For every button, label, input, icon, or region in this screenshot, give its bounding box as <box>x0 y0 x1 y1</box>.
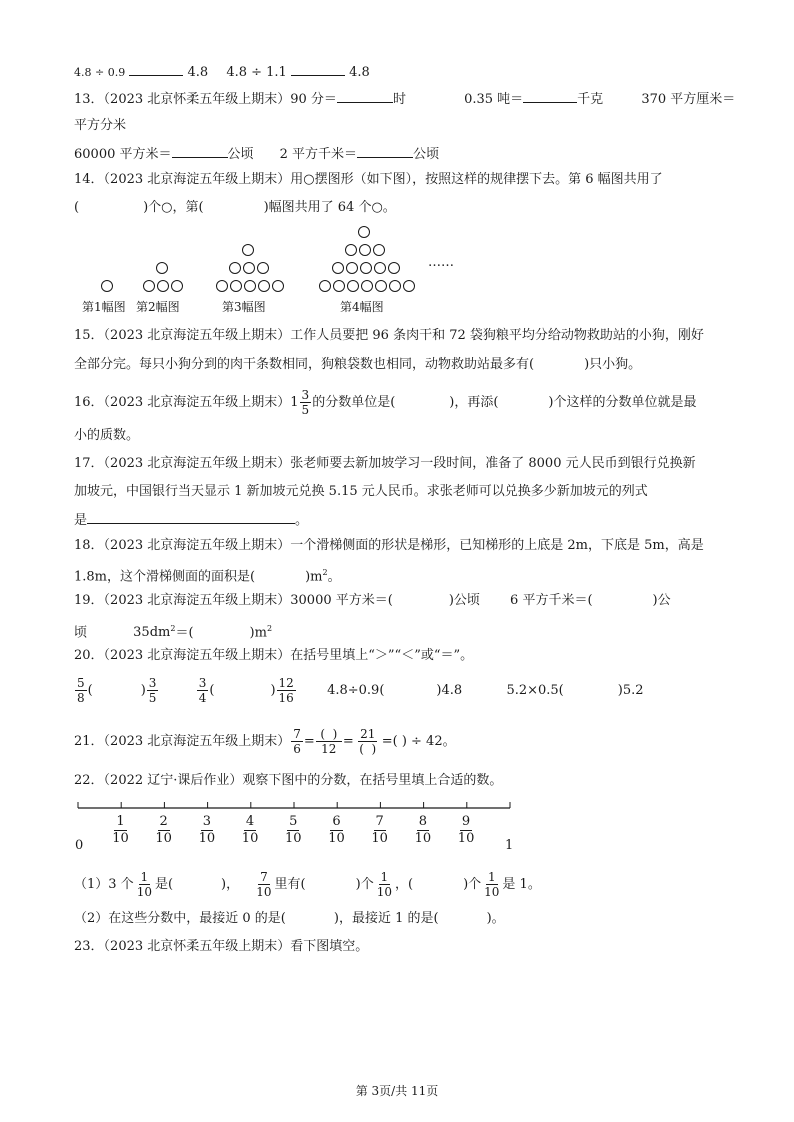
denominator: 10 <box>198 831 216 846</box>
q13-prefix: 13．（2023 北京怀柔五年级上期末）90 分＝ <box>74 92 337 107</box>
unit: 公顷 <box>413 147 440 162</box>
q22-s1-text8: 是 1。 <box>502 877 541 892</box>
q15-text: 15．（2023 北京海淀五年级上期末）工作人员要把 96 条肉干和 72 袋狗粮平均分给动物救助站的小狗，刚好 <box>74 328 704 343</box>
blank[interactable] <box>87 510 295 524</box>
fraction <box>254 870 273 899</box>
superscript: 2 <box>322 568 328 577</box>
q19-text6: 35dm <box>133 625 171 641</box>
number-line-fraction <box>371 814 388 847</box>
q22-s1-text4: 里有( <box>274 877 306 892</box>
unit: 千克 <box>577 92 604 107</box>
q18-text3: )m <box>305 569 323 585</box>
denominator: 10 <box>256 885 272 899</box>
q14-text: 14．（2023 北京海淀五年级上期末）用○摆图形（如下图），按照这样的规律摆下去。第 6 幅图共用了 <box>74 172 663 187</box>
q16-text3: )个这样的分数单位就是最 <box>548 395 697 410</box>
number-line-fraction <box>328 814 345 847</box>
q14-text2: )个○，第( <box>143 200 204 215</box>
q17-text: 17．（2023 北京海淀五年级上期末）张老师要去新加坡学习一段时间，准备了 8000 元人民币到银行兑换新 <box>74 456 696 471</box>
top-line <box>74 62 370 82</box>
fraction <box>316 727 342 756</box>
expr-right: 4.8 ÷ 1.1 <box>226 65 287 80</box>
superscript: 2 <box>266 624 273 633</box>
denominator: 10 <box>155 831 172 846</box>
q22-text: 22．（2022 辽宁·课后作业）观察下图中的分数，在括号里填上合适的数。 <box>74 773 503 788</box>
whole: 1 <box>290 394 299 410</box>
fraction <box>355 727 381 756</box>
fig-label: 第3幅图 <box>222 300 266 314</box>
fig-label: 第1幅图 <box>82 300 126 314</box>
denominator: 10 <box>285 831 302 846</box>
mixed-number <box>290 388 312 417</box>
q19-text7: ＝( <box>175 625 194 641</box>
fig-label: 第2幅图 <box>136 300 180 314</box>
q22-s1-text: （1）3 个 <box>74 877 134 892</box>
circle-row <box>100 280 114 292</box>
circle-row <box>344 244 386 256</box>
equals: = <box>342 734 354 749</box>
unit: 公顷 <box>227 147 254 162</box>
blank[interactable] <box>337 89 393 103</box>
q16-text2: )，再添( <box>449 395 499 410</box>
denominator: 10 <box>112 831 129 846</box>
q18-line1 <box>74 537 704 555</box>
q13-part2: 0.35 吨＝ <box>464 92 524 107</box>
period: 。 <box>442 734 456 749</box>
q16-prefix: 16．（2023 北京海淀五年级上期末） <box>74 395 291 410</box>
q19-text5: 顷 <box>74 625 88 641</box>
numerator: 21 <box>360 727 376 741</box>
denominator: 10 <box>136 885 152 899</box>
q17-text3: 是 <box>74 513 88 528</box>
circle-row <box>357 226 371 238</box>
denominator: 5 <box>301 403 310 417</box>
circle-row <box>331 262 401 274</box>
q17-text4: 。 <box>295 513 309 528</box>
q22-line1 <box>74 772 502 790</box>
q17-line1 <box>74 455 696 473</box>
q21-line <box>74 722 456 762</box>
paren: ( <box>74 200 80 215</box>
page-footer: 第 3页/共 11页 <box>355 1084 439 1098</box>
numerator: 5 <box>77 676 85 690</box>
q22-s2-text3: )。 <box>486 911 505 926</box>
blank[interactable] <box>291 62 345 76</box>
numerator: 6 <box>332 814 341 829</box>
circle-row <box>241 244 255 256</box>
number-line-fraction <box>285 814 302 847</box>
fraction <box>482 870 501 899</box>
denominator: 6 <box>293 742 301 756</box>
q19-text2: )公顷 <box>448 593 480 608</box>
q21-prefix: 21．（2023 北京海淀五年级上期末） <box>74 734 291 749</box>
number-line-fraction <box>199 814 216 847</box>
number-line-fraction <box>155 814 172 847</box>
numerator: 3 <box>202 814 211 829</box>
q16-text: 的分数单位是( <box>312 395 396 410</box>
circle-row <box>228 262 270 274</box>
numerator: 4 <box>245 814 255 829</box>
q22-s1-text3: )， <box>221 877 240 892</box>
q17-line3 <box>74 510 308 530</box>
numerator: 1 <box>116 814 125 829</box>
q13-line3 <box>74 144 439 164</box>
number-line-svg <box>76 798 516 812</box>
q18-text2: 1.8m，这个滑梯侧面的面积是( <box>74 569 256 585</box>
fraction <box>75 676 87 705</box>
expr: )4.8 <box>436 683 463 698</box>
fraction <box>291 727 303 756</box>
numerator: 1 <box>487 870 496 884</box>
q18-text: 18．（2023 北京海淀五年级上期末）一个滑梯侧面的形状是梯形，已知梯形的上底是 2m，下底是 5m，高是 <box>74 538 704 553</box>
q22-s1-text2: 是( <box>154 877 174 892</box>
equals: = <box>303 734 315 749</box>
number-line-fraction <box>112 814 129 847</box>
q19-line2 <box>74 620 272 642</box>
q22-s1-text7: )个 <box>463 877 482 892</box>
denominator: 10 <box>241 831 259 846</box>
fig-label: 第4幅图 <box>340 300 384 314</box>
fraction <box>197 676 209 705</box>
q19-text: 19．（2023 北京海淀五年级上期末）30000 平方米＝( <box>74 593 393 608</box>
q22-s1-text5: )个 <box>355 877 374 892</box>
q20-text: 20．（2023 北京海淀五年级上期末）在括号里填上“＞”“＜”或“＝”。 <box>74 648 474 663</box>
denominator: 10 <box>371 831 388 846</box>
numerator: 8 <box>418 814 427 829</box>
circle-row <box>215 280 285 292</box>
number-line <box>76 798 512 812</box>
blank[interactable] <box>129 62 183 76</box>
q19-line1 <box>74 592 671 610</box>
blank[interactable] <box>357 144 413 158</box>
q15-text3: )只小狗。 <box>584 357 642 372</box>
blank[interactable] <box>523 89 577 103</box>
numerator: 1 <box>380 870 389 884</box>
q15-line1 <box>74 327 704 345</box>
q14-line1 <box>74 171 663 189</box>
value: 4.8 <box>187 65 209 80</box>
answer-space[interactable]: ( ) <box>316 727 342 742</box>
q13-part5: 2 平方千米＝ <box>279 147 358 162</box>
q15-text2: 全部分完。每只小狗分到的肉干条数相同，狗粮袋数也相同，动物救助站最多有( <box>74 357 535 372</box>
answer-space[interactable]: ( ) <box>359 742 377 756</box>
q22-sub2 <box>74 910 505 928</box>
expr: 4.8÷0.9( <box>327 683 385 698</box>
paren: ( <box>209 683 215 698</box>
q17-text2: 加坡元，中国银行当天显示 1 新加坡元兑换 5.15 元人民币。求张老师可以兑换多少新加坡元的列式 <box>74 484 648 499</box>
q19-text4: )公 <box>652 593 671 608</box>
q23-text: 23．（2023 北京怀柔五年级上期末）看下图填空。 <box>74 939 369 954</box>
denominator: 10 <box>457 831 475 846</box>
zero-label: 0 <box>75 838 84 853</box>
unit: 平方分米 <box>74 118 127 133</box>
paren: ) <box>270 683 276 698</box>
q18-text4: 。 <box>327 569 341 585</box>
q18-line2 <box>74 564 341 586</box>
q16-text4: 小的质数。 <box>74 428 140 443</box>
q23-line1 <box>74 938 368 956</box>
denominator: 10 <box>484 885 500 899</box>
fraction <box>375 870 394 899</box>
expr: 5.2×0.5( <box>506 683 564 698</box>
denominator: 8 <box>77 691 85 705</box>
numerator: 12 <box>278 676 294 690</box>
blank[interactable] <box>172 144 228 158</box>
q14-text3: )幅图共用了 64 个○。 <box>263 200 396 215</box>
q13-line1 <box>74 89 735 109</box>
circle-row <box>318 280 416 292</box>
fraction <box>135 870 154 899</box>
fraction <box>147 676 159 705</box>
denominator: 10 <box>376 885 392 899</box>
q14-line2 <box>74 199 396 217</box>
numerator: 2 <box>159 814 168 829</box>
denominator: 10 <box>414 831 432 846</box>
superscript: 2 <box>170 624 176 633</box>
q13-part4: 60000 平方米＝ <box>74 147 172 162</box>
denominator: 10 <box>328 831 345 846</box>
numerator: 7 <box>260 870 268 884</box>
paren: ) <box>140 683 146 698</box>
q13-line2 <box>74 117 126 135</box>
numerator: 3 <box>301 388 310 402</box>
denominator: 5 <box>148 691 157 705</box>
q16-line1 <box>74 388 697 417</box>
q19-text8: )m <box>249 625 267 641</box>
numerator: 7 <box>375 814 384 829</box>
q15-line2 <box>74 356 641 374</box>
number-line-fraction <box>458 814 475 847</box>
q20-line2 <box>74 676 644 706</box>
q21-tail: =( ) ÷ 42 <box>381 734 443 749</box>
q17-line2 <box>74 483 648 501</box>
expr-left: 4.8 ÷ 0.9 <box>74 66 126 79</box>
circle-row <box>155 262 169 274</box>
q13-part3: 370 平方厘米＝ <box>641 92 736 107</box>
q22-sub1 <box>74 868 541 902</box>
numerator: 5 <box>289 814 298 829</box>
denominator: 12 <box>321 742 337 756</box>
expr: )5.2 <box>617 683 644 698</box>
numerator: 1 <box>140 870 149 884</box>
q19-text3: 6 平方千米＝( <box>510 593 593 608</box>
ellipsis: …… <box>428 255 454 270</box>
unit: 时 <box>392 92 406 107</box>
q22-s2-text2: )，最接近 1 的是( <box>333 911 439 926</box>
one-label: 1 <box>505 838 514 853</box>
numerator: 3 <box>198 676 207 690</box>
denominator: 4 <box>198 691 207 705</box>
denominator: 16 <box>278 691 294 705</box>
q22-s1-text6: ，( <box>394 877 414 892</box>
q22-s2-text: （2）在这些分数中，最接近 0 的是( <box>74 911 286 926</box>
number-line-fraction <box>415 814 432 847</box>
numerator: 3 <box>148 676 157 690</box>
numerator: 9 <box>461 814 471 829</box>
q16-line2 <box>74 427 139 445</box>
q20-line1 <box>74 647 473 665</box>
paren: ( <box>87 683 93 698</box>
numerator: 7 <box>293 727 301 741</box>
fraction <box>277 676 296 705</box>
circle-row <box>142 280 184 292</box>
value: 4.8 <box>349 65 370 80</box>
number-line-fraction <box>242 814 259 847</box>
